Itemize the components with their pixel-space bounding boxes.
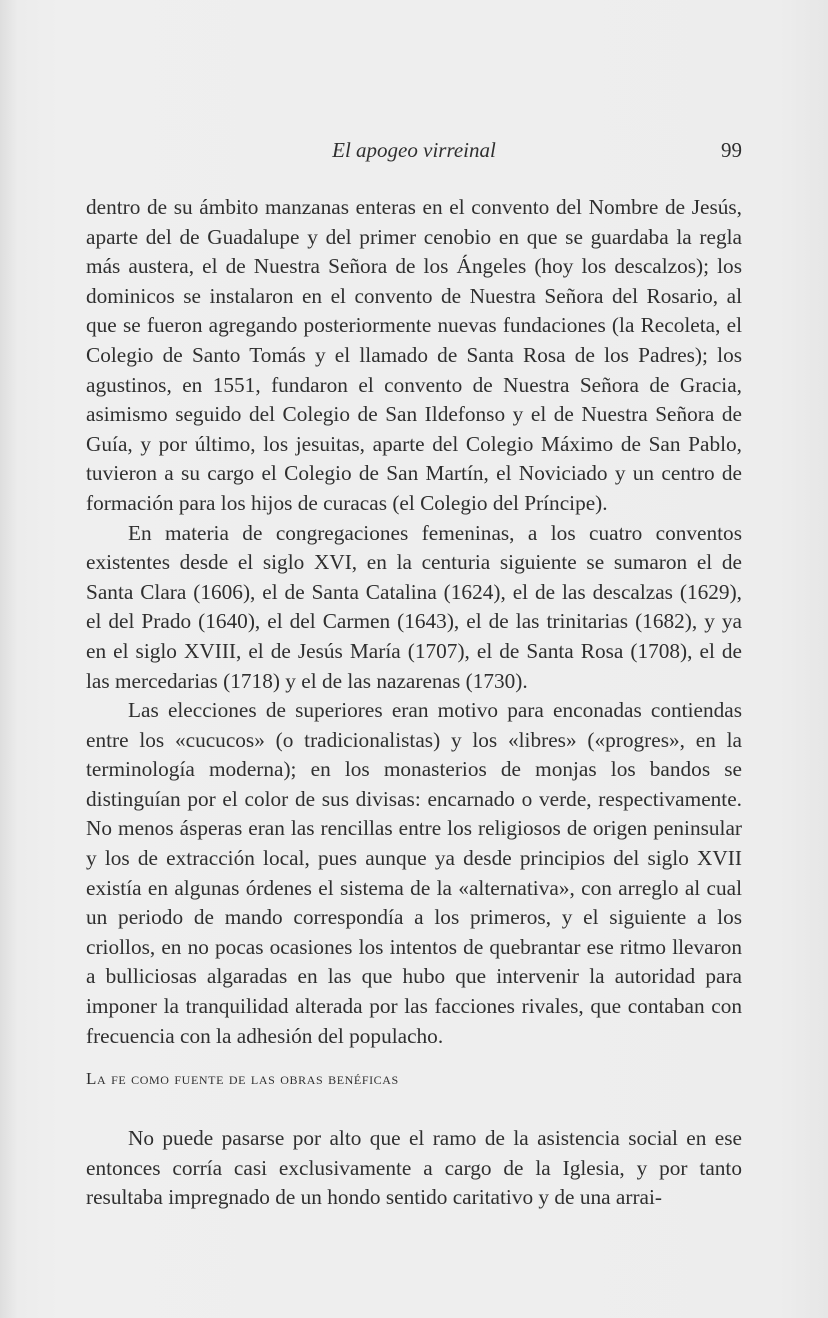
paragraph-2: En materia de congregaciones femeninas, a los cuatro conventos existentes desde el siglo XVI, en la centuria siguiente se sumaron el de Santa Clara (1606), el de Santa Catalina (1624), el de las descalzas (1629), el del Prado (1640), el del Carmen (1643), el de las trinitarias (1682), y ya en el siglo XVIII, el de Jesús María (1707), el de Santa Rosa (1708), el de las mercedarias (1718) y el de las nazarenas (1730). xyxy=(86,520,742,693)
body-text xyxy=(86,193,742,1051)
paragraph-1: dentro de su ámbito manzanas enteras en el convento del Nombre de Jesús, aparte del de Guadalupe y del primer cenobio en que se guardaba la regla más austera, el de Nuestra Señora de los Ángeles (hoy los descalzos); los dominicos se instalaron en el convento de Nuestra Señora del Rosario, al que se fueron agregando posteriormente nuevas fundaciones (la Recoleta, el Colegio de Santo Tomás y el llamado de Santa Rosa de los Padres); los agustinos, en 1551, fundaron el convento de Nuestra Señora de Gracia, asimismo seguido del Colegio de San Ildefonso y el de Nuestra Señora de Guía, y por último, los jesuitas, aparte del Colegio Máximo de San Pablo, tuvieron a su cargo el Colegio de San Martín, el Noviciado y un centro de formación para los hijos de curacas (el Colegio del Príncipe). xyxy=(86,195,742,515)
section-heading: La fe como fuente de las obras benéficas xyxy=(86,1069,399,1088)
page-number: 99 xyxy=(721,138,742,162)
running-title: El apogeo virreinal xyxy=(332,138,496,162)
section-body xyxy=(86,1124,742,1213)
paragraph-3: Las elecciones de superiores eran motivo para enconadas contiendas entre los «cucucos» (o tradicionalistas) y los «libres» («progres», en la terminología moderna); en los monasterios de monjas los bandos se distinguían por el color de sus divisas: encarnado o verde, respectivamente. No menos ásperas eran las rencillas entre los religiosos de origen peninsular y los de extracción local, pues aunque ya desde principios del siglo XVII existía en algunas órdenes el sistema de la «alternativa», con arreglo al cual un periodo de mando correspondía a los primeros, y el siguiente a los criollos, en no pocas ocasiones los intentos de quebrantar ese ritmo llevaron a bulliciosas algaradas en las que hubo que intervenir la autoridad para imponer la tranquilidad alterada por las facciones rivales, que contaban con frecuencia con la adhesión del populacho. xyxy=(86,698,742,1048)
paragraph-4: No puede pasarse por alto que el ramo de la asistencia social en ese entonces corría casi exclusivamente a cargo de la Iglesia, y por tanto resultaba impregnado de un hondo sentido caritativo y de una arrai- xyxy=(86,1126,742,1210)
running-head xyxy=(86,135,742,165)
